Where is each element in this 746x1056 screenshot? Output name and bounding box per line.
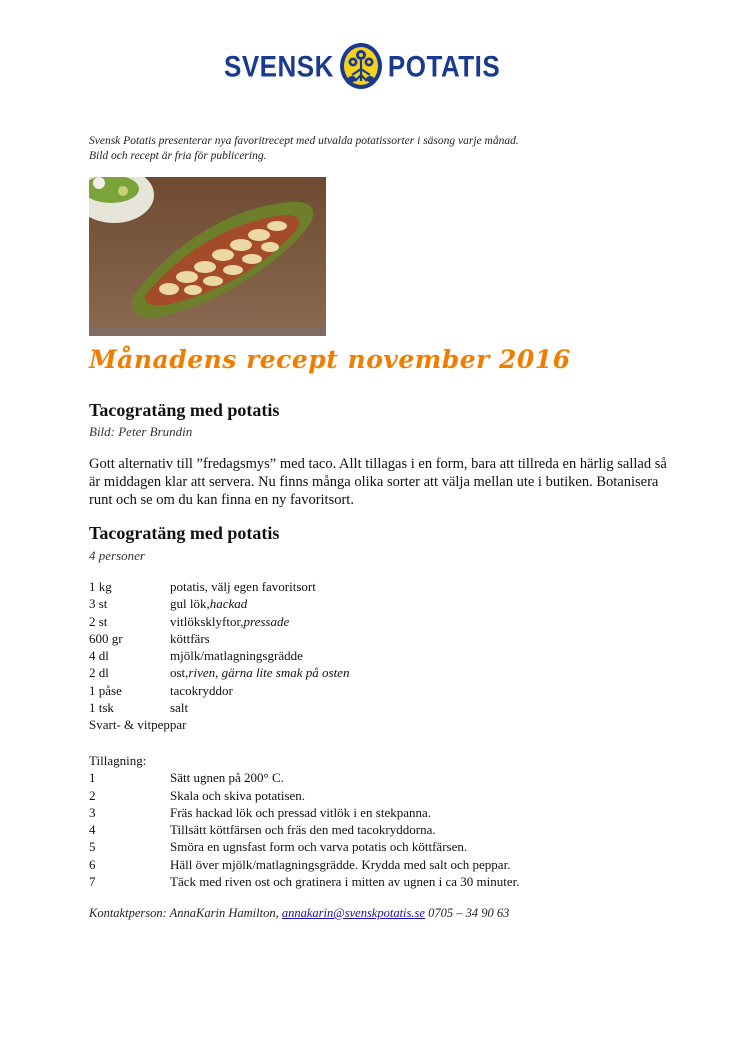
step-text: Tillsätt köttfärsen och fräs den med tacokryddorna. (170, 822, 436, 838)
step-row (89, 769, 519, 786)
recipe-title: Tacogratäng med potatis (89, 400, 280, 420)
ingredient-row (89, 699, 349, 716)
recipe-title-2: Tacogratäng med potatis (89, 523, 280, 543)
photo-credit: Bild: Peter Brundin (89, 424, 193, 439)
ingredient-note: pressade (243, 613, 290, 629)
contact-email-link[interactable]: annakarin@svenskpotatis.se (281, 906, 425, 920)
ingredient-qty: 4 dl (89, 648, 109, 664)
ingredient-item: salt (170, 700, 189, 716)
intro-line-2: Bild och recept är fria för publicering. (89, 150, 267, 162)
step-row (89, 787, 519, 804)
ingredient-qty: 3 st (89, 596, 108, 612)
recipe-photo (89, 177, 326, 336)
ingredient-row (89, 630, 349, 647)
method-label: Tillagning: (89, 753, 147, 768)
ingredient-qty: 600 gr (89, 630, 123, 646)
ingredient-row (89, 647, 349, 664)
step-row (89, 838, 519, 855)
logo-word-right: POTATIS (387, 48, 501, 83)
step-number: 1 (89, 770, 96, 786)
ingredient-qty: 2 dl (89, 665, 109, 681)
step-text: Häll över mjölk/matlagningsgrädde. Krydda med salt och peppar. (170, 856, 511, 872)
ingredient-qty: 1 tsk (89, 700, 114, 716)
ingredient-row (89, 578, 349, 595)
step-text: Sätt ugnen på 200° C. (170, 770, 284, 786)
step-row (89, 873, 519, 890)
step-row (89, 821, 519, 838)
ingredient-item: potatis, välj egen favoritsort (170, 579, 316, 594)
ingredient-row (89, 682, 349, 699)
intro-text (89, 134, 519, 164)
ingredient-row (89, 613, 349, 630)
ingredient-item: ost, (170, 665, 189, 681)
method-steps (89, 752, 519, 890)
ingredient-row (89, 595, 349, 612)
ingredient-list (89, 578, 349, 734)
contact-phone: 0705 – 34 90 63 (424, 906, 510, 920)
step-number: 7 (89, 874, 96, 890)
ingredient-extra: Svart- & vitpeppar (89, 717, 187, 733)
contact-label: Kontaktperson: AnnaKarin Hamilton, (89, 906, 282, 920)
month-title: Månadens recept november 2016 (89, 345, 571, 374)
potato-flower-emblem-icon (338, 41, 384, 91)
ingredient-item: köttfärs (170, 630, 210, 646)
ingredient-item: vitlöksklyftor, (170, 613, 244, 629)
ingredient-item: tacokryddor (170, 682, 233, 698)
ingredient-qty: 1 påse (89, 682, 122, 698)
step-row (89, 804, 519, 821)
step-number: 6 (89, 856, 96, 872)
logo-word-left: SVENSK (224, 48, 334, 83)
step-number: 4 (89, 822, 96, 838)
step-number: 5 (89, 839, 96, 855)
ingredient-note: hackad (209, 596, 248, 612)
step-text: Skala och skiva potatisen. (170, 787, 306, 803)
ingredient-row (89, 664, 349, 681)
step-text: Smöra en ugnsfast form och varva potatis och köttfärsen. (170, 839, 468, 855)
ingredient-qty: 1 kg (89, 579, 112, 594)
step-number: 3 (89, 804, 96, 820)
servings: 4 personer (89, 548, 145, 563)
ingredient-item: gul lök, (170, 596, 210, 612)
step-text: Täck med riven ost och gratinera i mitten av ugnen i ca 30 minuter. (170, 874, 520, 890)
ingredient-qty: 2 st (89, 613, 108, 629)
contact-line (89, 906, 509, 921)
ingredient-note: riven, gärna lite smak på osten (188, 665, 350, 681)
ingredient-item: mjölk/matlagningsgrädde (170, 648, 303, 664)
step-number: 2 (89, 787, 96, 803)
recipe-description: Gott alternativ till ”fredagsmys” med taco. Allt tillagas i en form, bara att tillreda en härlig sallad så är middagen klar att servera. Nu finns många olika sorter att välja mellan ute i butiken. Botanisera runt och se om du kan finna en ny favoritsort. (89, 456, 667, 508)
intro-line-1: Svensk Potatis presenterar nya favoritrecept med utvalda potatissorter i säsong varje månad. (89, 135, 519, 147)
step-text: Fräs hackad lök och pressad vitlök i en stekpanna. (170, 804, 432, 820)
step-row (89, 856, 519, 873)
svensk-potatis-logo (224, 40, 500, 92)
